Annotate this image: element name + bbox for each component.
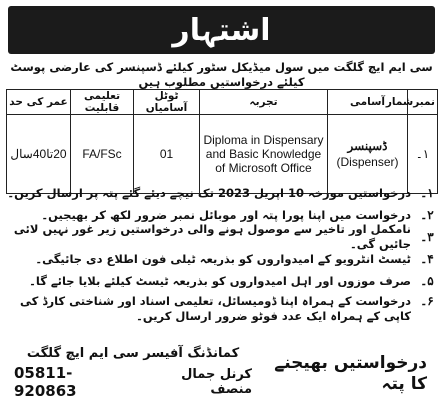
officer-name: کرنل جمال منصف <box>181 367 252 397</box>
phone-number: 05811-920863 <box>14 364 77 400</box>
post-english: (Dispenser) <box>336 155 399 169</box>
cell-age: 20تا40سال <box>7 115 71 194</box>
cell-qualification: FA/FSc <box>71 115 134 194</box>
instruction-text: ٹیسٹ انٹرویو کے امیدواروں کو بذریعہ ٹیلی فون اطلاع دی جائیگی۔ <box>35 251 411 266</box>
officer-title: کمانڈنگ آفیسر سی ایم ایچ گلگت <box>26 346 240 361</box>
send-address-heading-block <box>257 338 427 408</box>
instruction-number: ۲۔ <box>420 207 434 222</box>
title-banner <box>8 6 435 54</box>
instruction-number: ۳۔ <box>420 229 434 244</box>
instruction-number: ۴۔ <box>420 251 434 266</box>
header-count: ٹوٹل آسامیاں <box>134 90 200 115</box>
header-age: عمر کی حد <box>7 90 71 115</box>
list-item <box>6 182 437 204</box>
post-urdu: ڈسپنسر <box>347 139 388 153</box>
cell-count: 01 <box>134 115 200 194</box>
instruction-text: درخواست میں اپنا پورا پتہ اور موبائل نمبر ضرور لکھ کر بھیجیں۔ <box>41 207 411 222</box>
header-qualification: تعلیمی قابلیت <box>71 90 134 115</box>
instruction-text: صرف موزوں اور اہل امیدواروں کو بذریعہ ٹیسٹ کیلئے بلایا جائے گا۔ <box>29 273 411 288</box>
instruction-number: ۱۔ <box>420 185 434 200</box>
cell-serial: ۱۔ <box>408 115 438 194</box>
header-serial: نمبرشمار <box>408 90 438 115</box>
instruction-text: نامکمل اور تاخیر سے موصول ہونے والی درخواستیں زیر غور نہیں لائی جائیں گی۔ <box>13 222 411 251</box>
send-address-heading: درخواستیں بھیجنے کا پتہ <box>274 353 427 394</box>
instruction-number: ۶۔ <box>420 294 434 308</box>
jobs-table <box>6 89 438 194</box>
instruction-text: درخواستیں مورخہ 10 اپریل 2023 تک نیچے دیئے گئے پتہ پر ارسال کریں۔ <box>7 185 411 200</box>
instruction-text: درخواست کے ہمراہ اپنا ڈومیسائل، تعلیمی اسناد اور شناختی کارڈ کی کاپی کے ہمراہ ایک عدد فوٹو ضرور ارسال کریں۔ <box>20 294 411 323</box>
list-item <box>6 292 437 324</box>
list-item <box>6 248 437 270</box>
instructions-list <box>6 182 437 324</box>
address-block <box>14 337 252 409</box>
cell-experience: Diploma in Dispensary and Basic Knowledge of Microsoft Office <box>200 115 328 194</box>
header-experience: تجربہ <box>200 90 328 115</box>
list-item <box>6 222 437 251</box>
instruction-number: ۵۔ <box>420 273 434 288</box>
intro-text: سی ایم ایچ گلگت میں سول میڈیکل سٹور کیلئے ڈسپنسر کی عارضی پوسٹ کیلئے درخواستیں مطلوب ہیں <box>10 60 433 89</box>
page-title: اشتہار <box>172 12 271 48</box>
header-post: آسامی <box>328 90 408 115</box>
table-header-row <box>7 90 438 115</box>
list-item <box>6 270 437 292</box>
contact-row <box>14 364 252 400</box>
